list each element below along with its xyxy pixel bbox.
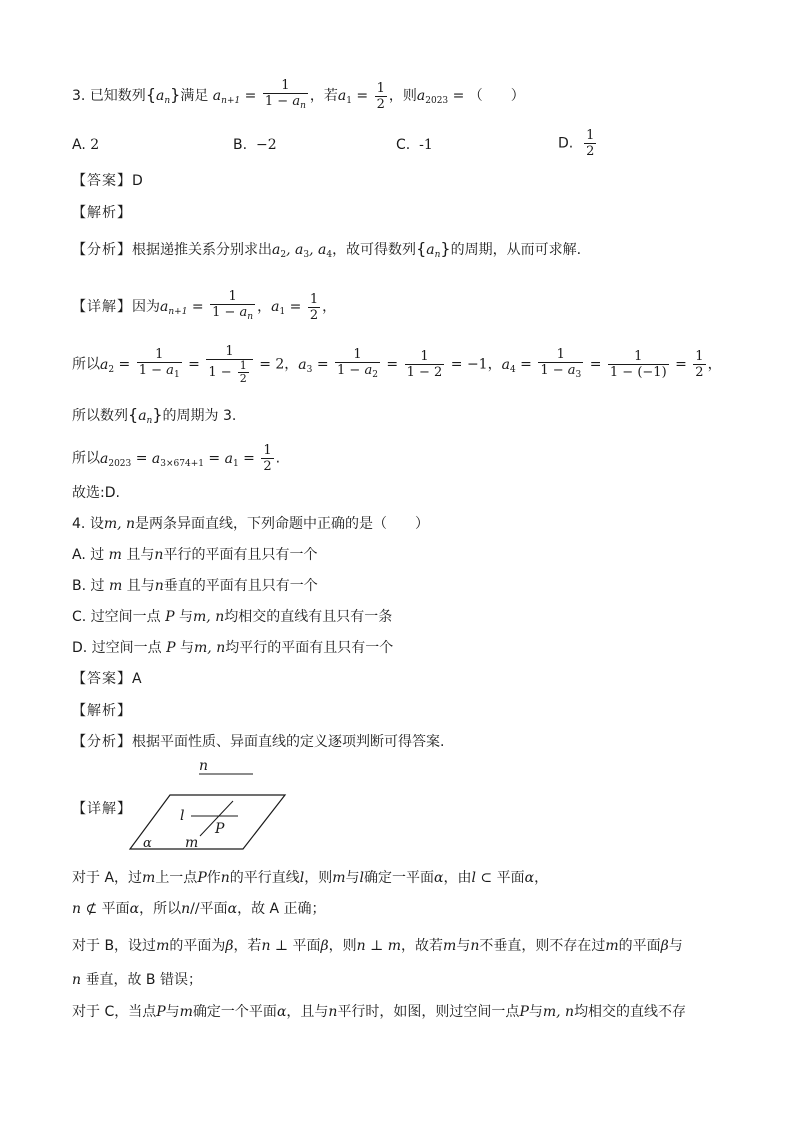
q3-choose: 故选:D. (72, 485, 120, 501)
q4-fenxi: 【分析】根据平面性质、异面直线的定义逐项判断可得答案. (72, 734, 445, 750)
q3-option-c: C. -1 (396, 137, 433, 153)
q4-option-b: B. 过 m 且与n垂直的平面有且只有一个 (72, 578, 318, 594)
q4-stem: 4. 设m, n是两条异面直线，下列命题中正确的是（ ） (72, 516, 430, 532)
q4-detail-label: 【详解】 (72, 801, 132, 817)
q4-answer: 【答案】A (72, 671, 142, 687)
q3-final: 所以$a_{2023} = a_{3\times 674+1} = a_1$ = $\frac{1}{2}$ . (72, 443, 281, 474)
q3-option-b: B. −2 (233, 137, 277, 153)
q3-compute: 所以$a_2$ = $\frac{1}{1 - a_1}$ = 1 1 − $\frac{1}{2}$ = 2，$a_3$ = $\frac{1}{1 - a_2}$ = $\frac{1}{1 - 2}$ = −1，$a_4$ = $\frac{1}{1 - a_3}$ = $\frac{1}{1 - (-1)}$ = $\frac{1}{2}$ ， (72, 344, 722, 385)
q4-option-d: D. 过空间一点 P 与m, n均平行的平面有且只有一个 (72, 640, 394, 656)
q4-detail-b-line1: 对于 B，设过m的平面为β，若n ⊥ 平面β，则n ⊥ m，故若m与n不垂直，则不存在过m的平面β与 (72, 938, 683, 954)
label-l: l (180, 808, 185, 824)
label-alpha: α (143, 836, 152, 851)
q3-period: 所以数列$\{a_n\}$的周期为 3. (72, 405, 237, 426)
label-n: n (199, 758, 209, 774)
q4-detail-a-line2: n ⊄ 平面α，所以n//平面α，故 A 正确； (72, 901, 326, 917)
q3-detail: 【详解】因为$a_{n+1}$ = $\frac{1}{1 - a_n}$ ，$a_1$ = $\frac{1}{2}$ ， (72, 289, 337, 323)
label-P: P (215, 821, 225, 837)
q4-option-a: A. 过 m 且与n平行的平面有且只有一个 (72, 547, 318, 563)
q3-answer: 【答案】D (72, 173, 143, 189)
q3-fenxi: 【分析】根据递推关系分别求出$a_2$, $a_3$, $a_4$，故可得数列$\{a_n\}$的周期，从而可求解. (72, 239, 582, 260)
q4-detail-b-line2: n 垂直，故 B 错误； (72, 972, 202, 988)
q3-stem: 3. 已知数列$\{a_n\}$满足 $a_{n+1}$ = $\frac{1}{1 - a_n}$ ，若$a_1$ = $\frac{1}{2}$ ，则$a_{2023}$ = （ ） (72, 78, 525, 112)
plane-figure (125, 757, 295, 857)
label-m: m (185, 835, 199, 851)
q4-option-c: C. 过空间一点 P 与m, n均相交的直线有且只有一条 (72, 609, 393, 625)
q3-option-d: D. $\frac{1}{2}$ (558, 128, 595, 159)
q3-option-a: A. 2 (72, 137, 100, 153)
q4-detail-a-line1: 对于 A，过m上一点P作n的平行直线l，则m与l确定一平面α，由l ⊂ 平面α， (72, 870, 549, 886)
q4-analysis-label: 【解析】 (72, 703, 132, 719)
q3-analysis-label: 【解析】 (72, 205, 132, 221)
q4-detail-c-line1: 对于 C，当点P与m确定一个平面α，且与n平行时，如图，则过空间一点P与m, n均相交的直线不存 (72, 1004, 687, 1020)
plane-alpha (130, 795, 285, 849)
